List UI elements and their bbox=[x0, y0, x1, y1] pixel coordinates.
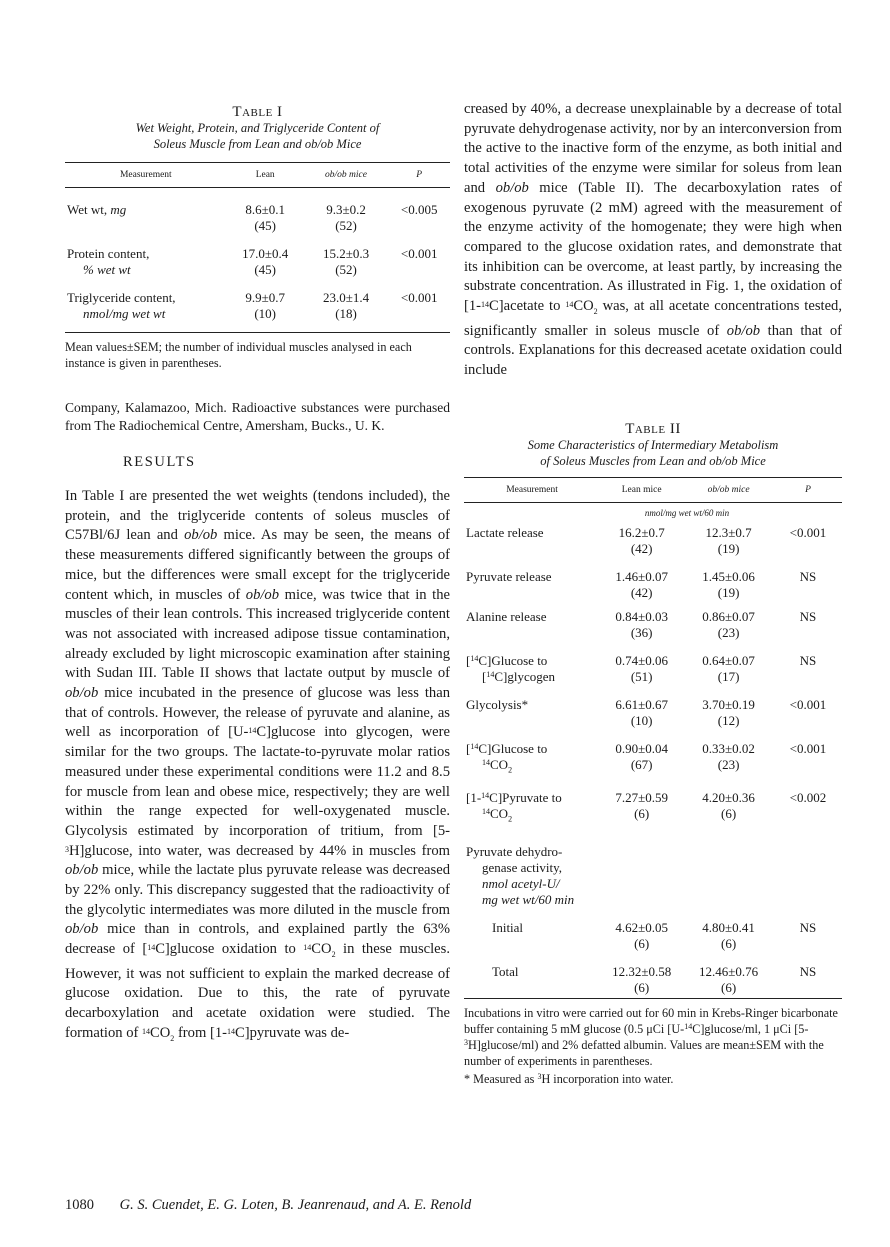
table-row: Lactate release 16.2±0.7 (42) 12.3±0.7 (19) <0.001 bbox=[464, 523, 842, 559]
table-row bbox=[65, 280, 450, 333]
table-row: Alanine release 0.84±0.03 (36) 0.86±0.07 (23) NS bbox=[464, 603, 842, 643]
table2-row-label: [$^{14}$C]Glucose to [$^{14}$C]glycogen bbox=[466, 652, 555, 684]
table1-row1-p: <0.001 bbox=[400, 246, 438, 261]
table1-row0-measurement: Wet wt, mg bbox=[67, 202, 127, 217]
table2-header-measurement: Measurement bbox=[506, 484, 558, 495]
table2-label: Table II bbox=[625, 420, 681, 437]
table1-row1-measurement: Protein content, % wet wt bbox=[67, 246, 150, 277]
table1-footnote: Mean values±SEM; the number of individual muscles analysed in each instance is given in parentheses. bbox=[65, 340, 412, 370]
table1-row0-p: <0.005 bbox=[400, 202, 438, 217]
table2-row-label: [1-$^{14}$C]Pyruvate to $^{14}CO_2$ bbox=[466, 790, 562, 824]
table-row: [$^{14}$C]Glucose to [$^{14}$C]glycogen 0.74±0.06 (51) 0.64±0.07 (17) NS bbox=[464, 643, 842, 687]
table2 bbox=[464, 477, 842, 999]
table1-row2-lean: 9.9±0.7 (10) bbox=[245, 290, 285, 321]
table2-footnote-main: Incubations in vitro were carried out for 60 min in Krebs-Ringer bicarbonate buffer containing 5 mM glucose (0.5 μCi [U-$^{14}$C]glucose/ml, 1 μCi [5-$^3$H]glucose/ml) and 2% defatted albumin. Values are mean±SEM with the number of experiments in parentheses. bbox=[464, 1005, 838, 1068]
author-line: G. S. Cuendet, E. G. Loten, B. Jeanrenaud, and A. E. Renold bbox=[119, 1197, 472, 1213]
table1-header-lean: Lean bbox=[255, 170, 275, 180]
table-row: [1-$^{14}$C]Pyruvate to $^{14}CO_2$ 7.27±0.59 (6) 4.20±0.36 (6) <0.002 bbox=[464, 780, 842, 830]
methods-tail-paragraph: Company, Kalamazoo, Mich. Radioactive substances were purchased from The Radiochemical Centre, Amersham, Bucks., U. K. bbox=[65, 400, 450, 433]
table2-header-obob: ob/ob mice bbox=[707, 484, 750, 495]
table1 bbox=[65, 162, 450, 333]
table2-title-line1: Some Characteristics of Intermediary Metabolism bbox=[527, 437, 779, 452]
table-row: Pyruvate release 1.46±0.07 (42) 1.45±0.06 (19) NS bbox=[464, 559, 842, 603]
left-column bbox=[65, 98, 450, 1049]
table2-units-row bbox=[464, 502, 842, 523]
table2-footnote bbox=[464, 1005, 842, 1087]
table-row bbox=[464, 830, 842, 910]
table1-row2-p: <0.001 bbox=[400, 290, 438, 305]
page-footer bbox=[65, 1197, 665, 1214]
table2-footnote-star: * Measured as $^3$H incorporation into water. bbox=[464, 1071, 674, 1086]
table1-label: Table I bbox=[232, 104, 283, 120]
table2-row-label: Initial bbox=[492, 919, 524, 935]
table-row bbox=[65, 188, 450, 237]
table1-row0-obob: 9.3±0.2 (52) bbox=[326, 202, 366, 233]
table-row: Total 12.32±0.58 (6) 12.46±0.76 (6) NS bbox=[464, 954, 842, 999]
table1-row1-lean: 17.0±0.4 (45) bbox=[242, 246, 289, 277]
table2-pdh-label: Pyruvate dehydro- genase activity, nmol acetyl-U/ mg wet wt/60 min bbox=[466, 843, 575, 907]
table1-title-line1: Wet Weight, Protein, and Triglyceride Content of bbox=[135, 121, 380, 135]
table2-row-label: Glycolysis* bbox=[466, 696, 529, 712]
page-number: 1080 bbox=[65, 1197, 94, 1213]
table1-row2-measurement: Triglyceride content, nmol/mg wet wt bbox=[67, 290, 176, 321]
table1-title-line2: Soleus Muscle from Lean and ob/ob Mice bbox=[153, 137, 362, 151]
table-row: Glycolysis* 6.61±0.67 (10) 3.70±0.19 (12) <0.001 bbox=[464, 687, 842, 731]
table2-caption bbox=[464, 421, 842, 469]
table-row: [$^{14}$C]Glucose to $^{14}CO_2$ 0.90±0.04 (67) 0.33±0.02 (23) <0.001 bbox=[464, 731, 842, 781]
table2-row-label: Lactate release bbox=[466, 524, 544, 540]
results-paragraph: In Table I are presented the wet weights (tendons included), the protein, and the triglyceride contents of soleus muscles of C57Bl/6J lean and ob/ob mice. As may be seen, the means of these measurements differed significantly between the groups of mice, but the differences were small except for the triglyceride content which, in muscles of ob/ob mice, was twice that in the muscles of their lean controls. This increased triglyceride content was not associated with increased adipose tissue contamination, already excluded by light microscopic examination after staining with Sudan III. Table II shows that lactate output by muscle of ob/ob mice incubated in the presence of glucose was less than that of controls. However, the release of pyruvate and alanine, as well as incorporation of [U-$^{14}$C]glucose into glycogen, were similar for the two groups. The lactate-to-pyruvate molar ratios measured under these experimental conditions were 11.2 and 8.5 for muscle from lean and obese mice, respectively; they are well within the range expected for well-oxygenated muscle. Glycolysis estimated by incorporation of tritium, from [5-$^3$H]glucose, into water, was decreased by 44% in muscles from ob/ob mice, while the lactate plus pyruvate release was decreased by 22% only. This discrepancy suggested that the radioactivity of the glycolytic intermediates was more diluted in the muscle from ob/ob mice than in controls, and explained partly the 63% decrease of [$^{14}$C]glucose oxidation to $^{14}CO_2$ in these muscles. However, it was not sufficient to explain the marked decrease of glucose oxidation. Due to this, the rate of pyruvate decarboxylation and acetate oxidation were studied. The formation of $^{14}CO_2$ from [1-$^{14}$C]pyruvate was de- bbox=[65, 488, 450, 1043]
table2-header-lean: Lean mice bbox=[621, 484, 662, 495]
table1-row2-obob: 23.0±1.4 (18) bbox=[322, 290, 370, 321]
table2-header-p: P bbox=[805, 484, 811, 495]
table1-header-obob: ob/ob mice bbox=[325, 170, 367, 180]
table2-row-label: [$^{14}$C]Glucose to $^{14}CO_2$ bbox=[466, 740, 548, 775]
table1-caption bbox=[65, 104, 450, 152]
right-column bbox=[464, 98, 842, 1087]
table2-title-line2: of Soleus Muscles from Lean and ob/ob Mice bbox=[540, 453, 766, 468]
table2-row-label: Pyruvate release bbox=[466, 568, 552, 584]
table1-row0-lean: 8.6±0.1 (45) bbox=[245, 202, 285, 233]
table-row: Initial 4.62±0.05 (6) 4.80±0.41 (6) NS bbox=[464, 910, 842, 954]
table1-header-p: P bbox=[416, 170, 423, 180]
table1-header-measurement: Measurement bbox=[119, 170, 172, 180]
table2-units: nmol/mg wet wt/60 min bbox=[644, 507, 730, 518]
table1-row1-obob: 15.2±0.3 (52) bbox=[322, 246, 370, 277]
table-row bbox=[65, 236, 450, 280]
results-paragraph-continued: creased by 40%, a decrease unexplainable by a decrease of total pyruvate dehydrogenase activity, nor by an interconversion from the active to the inactive form of the enzyme, as both initial and total activities of the enzyme were similar for soleus from lean and ob/ob mice (Table II). The decarboxylation rates of exogenous pyruvate (2 mM) agreed with the measurement of the enzyme activity of the homogenate; they were high when compared to the glucose oxidation rates, and demonstrate that its inhibition can be overcome, at least partly, by increasing the substrate concentration. As illustrated in Fig. 1, the oxidation of [1-$^{14}$C]acetate to $^{14}CO_2$ was, at all acetate concentrations tested, significantly smaller in soleus muscle of ob/ob than that of controls. Explanations for this decreased acetate oxidation could include bbox=[464, 101, 842, 379]
table2-row-label: Alanine release bbox=[466, 608, 547, 624]
table2-row-label: Total bbox=[492, 963, 519, 979]
section-heading-results: RESULTS bbox=[123, 454, 196, 470]
